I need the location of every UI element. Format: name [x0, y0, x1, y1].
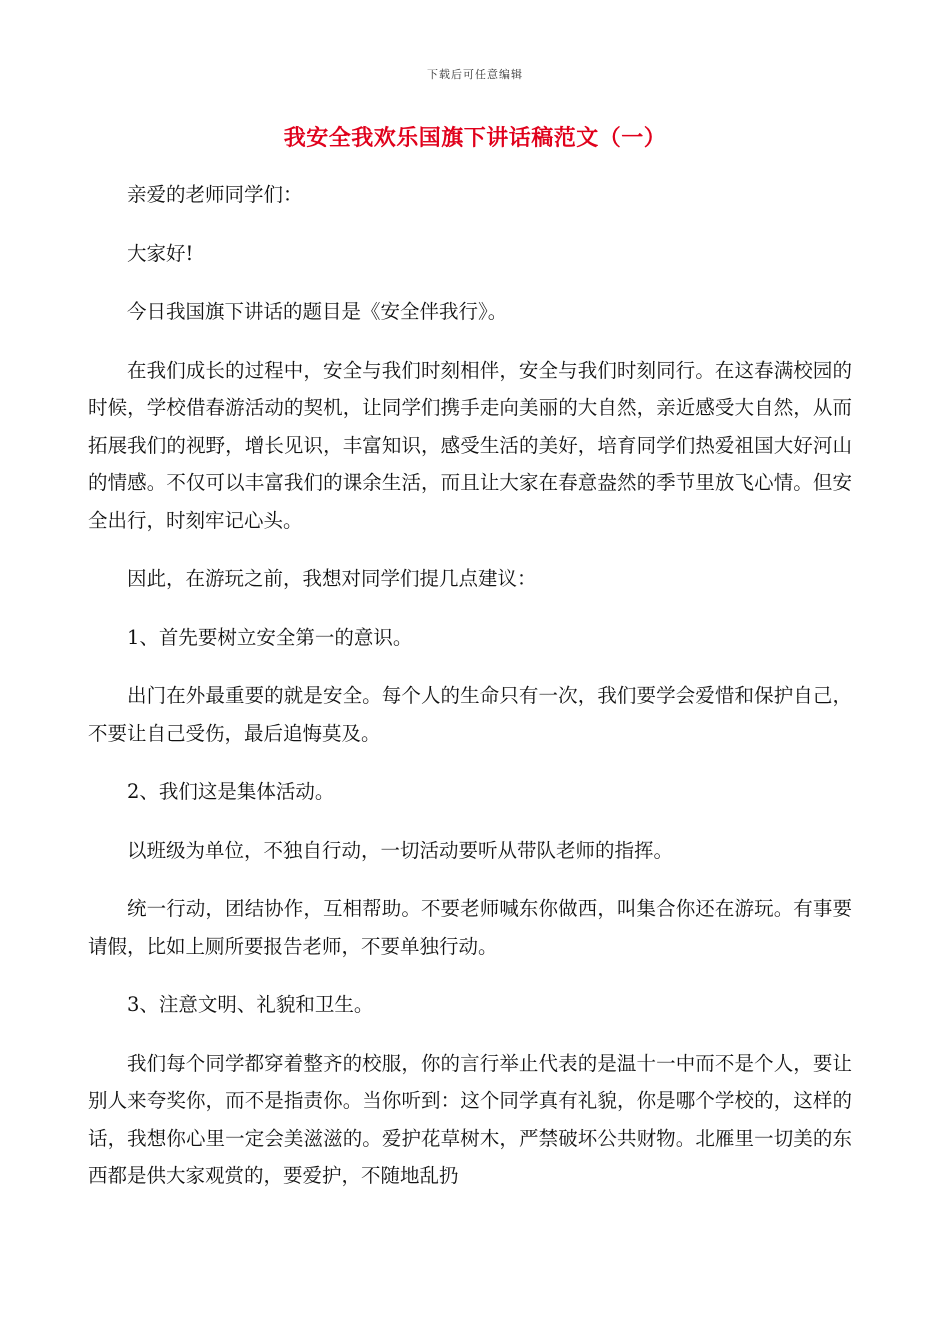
paragraph-point-3-detail: 我们每个同学都穿着整齐的校服，你的言行举止代表的是温十一中而不是个人，要让别人来夸奖你，而不是指责你。当你听到：这个同学真有礼貌，你是哪个学校的，这样的话，我想你心里一定会美滋滋的。爱护花草树木，严禁破坏公共财物。北雁里一切美的东西都是供大家观赏的，要爱护，不随地乱扔 [88, 1051, 852, 1187]
paragraph-point-2: 2、我们这是集体活动。 [127, 780, 335, 803]
paragraph-point-1: 1、首先要树立安全第一的意识。 [127, 625, 413, 649]
paragraph-point-3: 3、注意文明、礼貌和卫生。 [127, 993, 374, 1016]
paragraph-greeting: 亲爱的老师同学们： [127, 183, 303, 206]
paragraph-intro: 在我们成长的过程中，安全与我们时刻相伴，安全与我们时刻同行。在这春满校园的时候，学校借春游活动的契机，让同学们携手走向美丽的大自然，亲近感受大自然，从而拓展我们的视野，增长见识，丰富知识，感受生活的美好，培育同学们热爱祖国大好河山的情感。不仅可以丰富我们的课余生活，而且让大家在春意盎然的季节里放飞心情。但安全出行，时刻牢记心头。 [88, 358, 852, 532]
paragraph-topic: 今日我国旗下讲话的题目是《安全伴我行》。 [127, 300, 508, 323]
header-note: 下载后可任意编辑 [427, 68, 523, 81]
document-body [88, 176, 852, 1216]
paragraph-suggestions-lead: 因此，在游玩之前，我想对同学们提几点建议： [127, 567, 537, 590]
paragraph-point-1-detail: 出门在外最重要的就是安全。每个人的生命只有一次，我们要学会爱惜和保护自己，不要让自己受伤，最后追悔莫及。 [88, 684, 852, 745]
paragraph-hello: 大家好! [127, 241, 194, 265]
paragraph-point-2-detail-a: 以班级为单位，不独自行动，一切活动要听从带队老师的指挥。 [127, 838, 674, 862]
document-title: 我安全我欢乐国旗下讲话稿范文（一） [283, 125, 667, 151]
paragraph-point-2-detail-b: 统一行动，团结协作，互相帮助。不要老师喊东你做西，叫集合你还在游玩。有事要请假，比如上厕所要报告老师，不要单独行动。 [88, 897, 852, 958]
